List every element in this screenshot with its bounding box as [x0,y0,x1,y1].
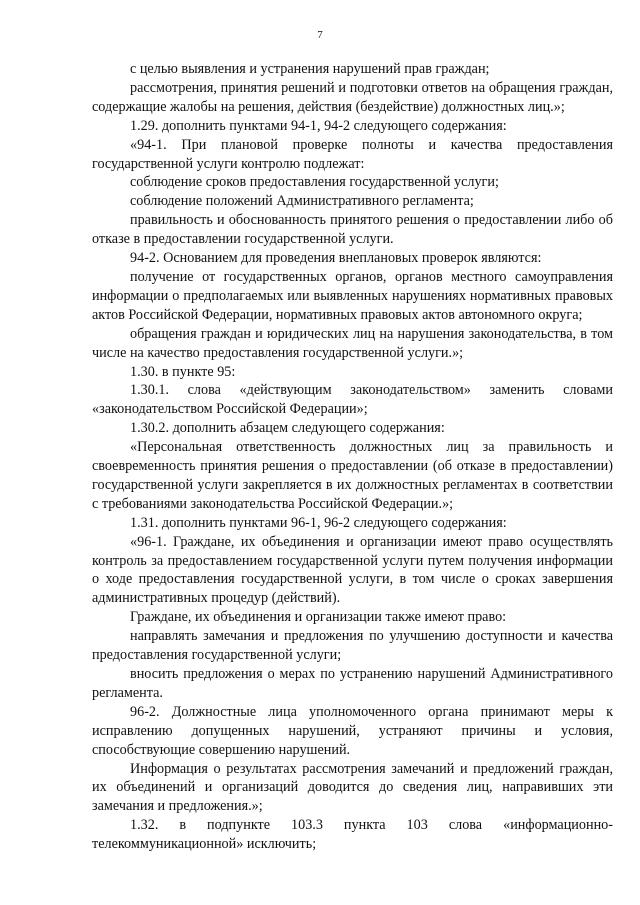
paragraph: 94-2. Основанием для проведения внеплановых проверок являются: [130,250,542,267]
paragraph: Информация о результатах рассмотрения замечаний и предложений граждан, их объединений и организаций доводится до сведения лиц, направивших эти замечания и предложения.»; [92,760,613,815]
paragraph: Граждане, их объединения и организации также имеют право: [130,609,507,626]
paragraph: 1.30.2. дополнить абзацем следующего содержания: [130,420,445,437]
paragraph: с целью выявления и устранения нарушений прав граждан; [130,61,490,77]
paragraph: правильность и обоснованность принятого решения о предоставлении либо об отказе в предоставлении государственной услуги. [92,212,613,248]
paragraph: 96-2. Должностные лица уполномоченного органа принимают меры к исправлению допущенных нарушений, устраняют причины и условия, способствующие совершению нарушений. [92,703,613,758]
paragraph: рассмотрения, принятия решений и подготовки ответов на обращения граждан, содержащие жалобы на решения, действия (бездействие) должностных лиц.»; [92,79,613,115]
paragraph: соблюдение сроков предоставления государственной услуги; [130,174,499,191]
document-body [92,60,613,854]
paragraph: 1.31. дополнить пунктами 96-1, 96-2 следующего содержания: [130,514,507,531]
paragraph: обращения граждан и юридических лиц на нарушения законодательства, в том числе на качество предоставления государственной услуги.»; [92,325,613,361]
paragraph: «Персональная ответственность должностных лиц за правильность и своевременность принятия решения о предоставлении (об отказе в предоставлении) государственной услуги закрепляется в их должностных регламентах в соответствии с требованиями законодательства Российской Федерации.»; [92,439,613,512]
paragraph: направлять замечания и предложения по улучшению доступности и качества предоставления государственной услуги; [92,628,613,664]
paragraph: вносить предложения о мерах по устранению нарушений Административного регламента. [92,666,613,701]
paragraph: получение от государственных органов, органов местного самоуправления информации о предполагаемых или выявленных нарушениях нормативных правовых актов Российской Федерации, нормативных правовых актов автономного округа; [92,268,613,323]
paragraph: 1.32. в подпункте 103.3 пункта 103 слова «информационно-телекоммуникационной» исключить; [92,817,613,853]
paragraph: «96-1. Граждане, их объединения и организации имеют право осуществлять контроль за предоставлением государственной услуги путем получения информации о ходе предоставления государственной услуги, в том числе о сроках завершения административных процедур (действий). [92,533,613,607]
paragraph: соблюдение положений Административного регламента; [130,193,474,210]
paragraph: 1.30. в пункте 95: [130,363,236,380]
paragraph: «94-1. При плановой проверке полноты и качества предоставления государственной услуги контролю подлежат: [92,136,613,172]
paragraph: 1.30.1. слова «действующим законодательством» заменить словами «законодательством Российской Федерации»; [92,382,613,418]
paragraph: 1.29. дополнить пунктами 94-1, 94-2 следующего содержания: [130,117,507,134]
page-number: 7 [317,29,323,41]
